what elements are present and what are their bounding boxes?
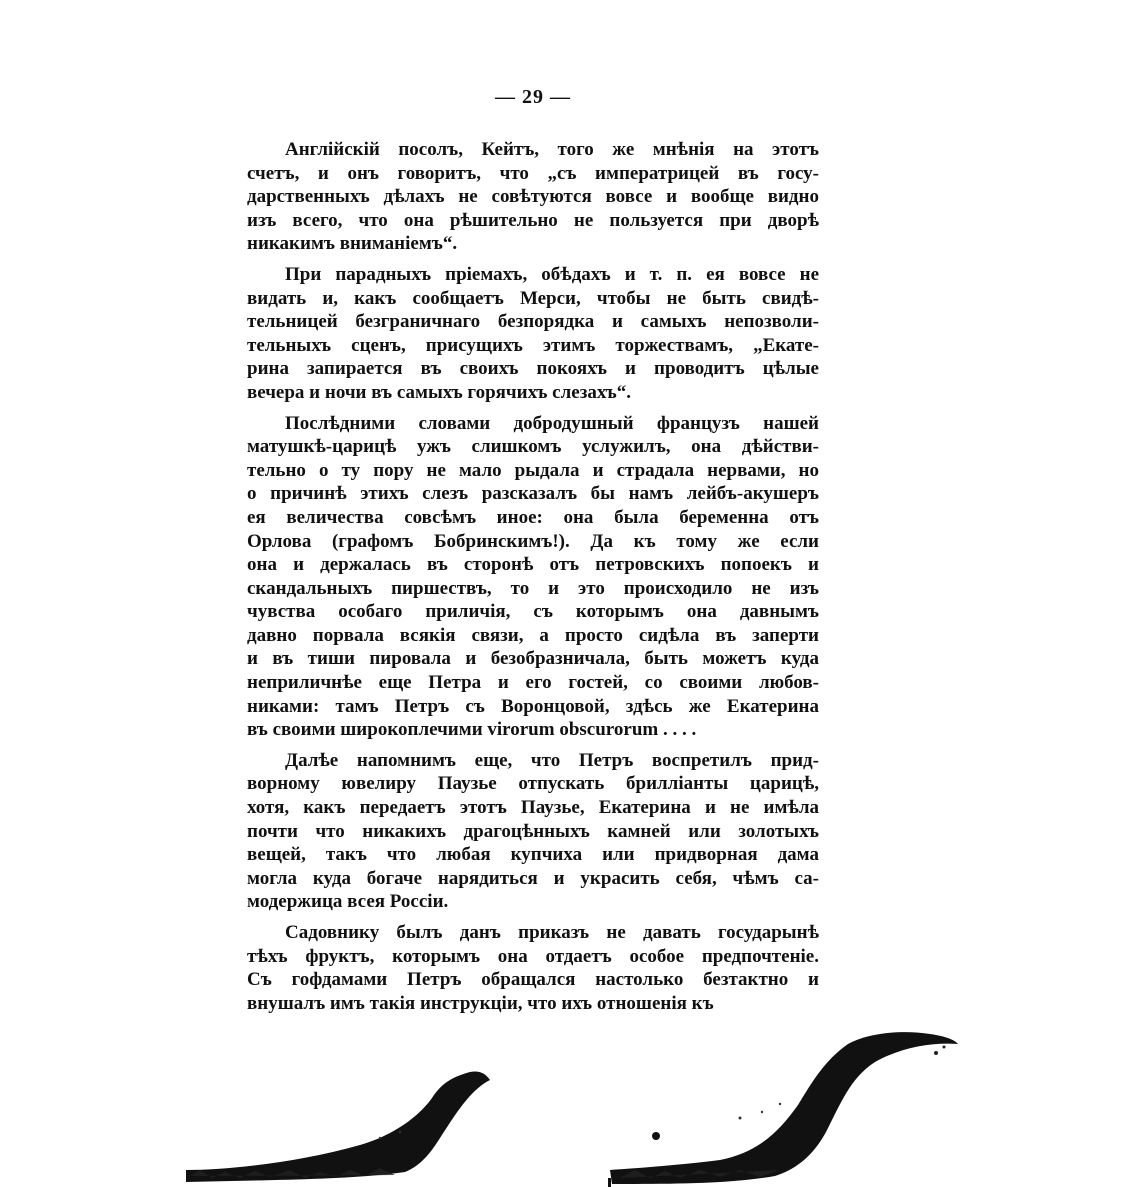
paragraph xyxy=(247,412,819,742)
text-line: При парадныхъ пріемахъ, обѣдахъ и т. п. ея вовсе не xyxy=(285,263,819,285)
text-line: рина запирается въ своихъ покояхъ и проводитъ цѣлые xyxy=(247,358,819,380)
text-line: Съ гофдамами Петръ обращался настолько безтактно и xyxy=(247,969,819,991)
text-line: никами: тамъ Петръ съ Воронцовой, здѣсь же Екатерина xyxy=(247,695,819,717)
text-line: тельныхъ сценъ, присущихъ этимъ торжествамъ, „Екате- xyxy=(247,334,819,356)
ink-dot xyxy=(652,1132,660,1140)
text-line: Послѣдними словами добродушный французъ нашей xyxy=(285,412,819,434)
text-line: Орлова (графомъ Бобринскимъ!). Да къ тому же если xyxy=(247,530,819,552)
text-line: счетъ, и онъ говоритъ, что „съ императрицей въ госу- xyxy=(247,162,819,184)
text-line: видать и, какъ сообщаетъ Мерси, чтобы не быть свидѣ- xyxy=(247,287,819,309)
body-text xyxy=(247,138,819,1022)
text-line: Садовнику былъ данъ приказъ не давать государынѣ xyxy=(285,922,819,943)
text-line: модержица всея Россіи. xyxy=(247,891,449,913)
text-line: вечера и ночи въ самыхъ горячихъ слезахъ“. xyxy=(247,381,631,403)
text-line: тѣхъ фруктъ, которымъ она отдаетъ особое предпочтеніе. xyxy=(247,945,819,967)
text-line: тельницей безграничнаго безпорядка и самыхъ непозволи- xyxy=(247,311,819,333)
paragraph xyxy=(247,921,819,1015)
text-line: никакимъ вниманіемъ“. xyxy=(247,233,458,255)
text-line: изъ всего, что она рѣшительно не пользуется при дворѣ xyxy=(247,209,819,231)
text-line: ворному ювелиру Паузье отпускать брилліанты царицѣ, xyxy=(247,773,819,795)
text-line: о причинѣ этихъ слезъ разсказалъ бы намъ лейбъ-акушеръ xyxy=(247,483,819,505)
text-line: Далѣе напомнимъ еще, что Петръ воспретилъ прид- xyxy=(285,749,819,771)
text-line: давно порвала всякія связи, а просто сидѣла въ заперти xyxy=(247,624,819,646)
text-line: матушкѣ-царицѣ ужъ слишкомъ услужилъ, она дѣйстви- xyxy=(247,436,819,458)
paragraph xyxy=(247,749,819,914)
text-line: могла куда богаче нарядиться и украсить себя, чѣмъ са- xyxy=(247,867,819,889)
paragraph xyxy=(247,138,819,256)
text-line: она и держалась въ сторонѣ отъ петровскихъ попоекъ и xyxy=(247,554,819,576)
text-line: скандальныхъ пиршествъ, то и это происходило не изъ xyxy=(247,577,819,599)
text-line: вещей, такъ что любая купчиха или придворная дама xyxy=(247,844,819,866)
right-smudge xyxy=(610,1032,958,1184)
text-line: внушалъ имъ такія инструкціи, что ихъ отношенія къ xyxy=(247,992,714,1014)
ink-tick xyxy=(608,1178,611,1187)
text-line: Англійскій посолъ, Кейтъ, того же мнѣнія на этотъ xyxy=(285,139,819,160)
ink-stamp-artifact xyxy=(0,1020,1140,1187)
text-line: и въ тиши пировала и безобразничала, быть можетъ куда xyxy=(247,648,819,670)
text-line: дарственныхъ дѣлахъ не совѣтуются вовсе и вообще видно xyxy=(247,186,819,208)
left-smudge xyxy=(186,1071,490,1182)
text-line: неприличнѣе еще Петра и его гостей, со своими любов- xyxy=(247,672,819,694)
text-line: хотя, какъ передаетъ этотъ Паузье, Екатерина и не имѣла xyxy=(247,797,819,819)
text-line: въ своими широкоплечими virorum obscurorum . . . . xyxy=(247,719,697,741)
text-line: почти что никакихъ драгоцѣнныхъ камней или золотыхъ xyxy=(247,820,819,842)
text-line: ея величества совсѣмъ иное: она была беременна отъ xyxy=(247,506,819,528)
text-line: тельно о ту пору не мало рыдала и страдала нервами, но xyxy=(247,459,819,481)
paragraph xyxy=(247,263,819,405)
page-number: — 29 — xyxy=(495,86,571,108)
text-line: чувства особаго приличія, съ которымъ она давнымъ xyxy=(247,601,819,623)
